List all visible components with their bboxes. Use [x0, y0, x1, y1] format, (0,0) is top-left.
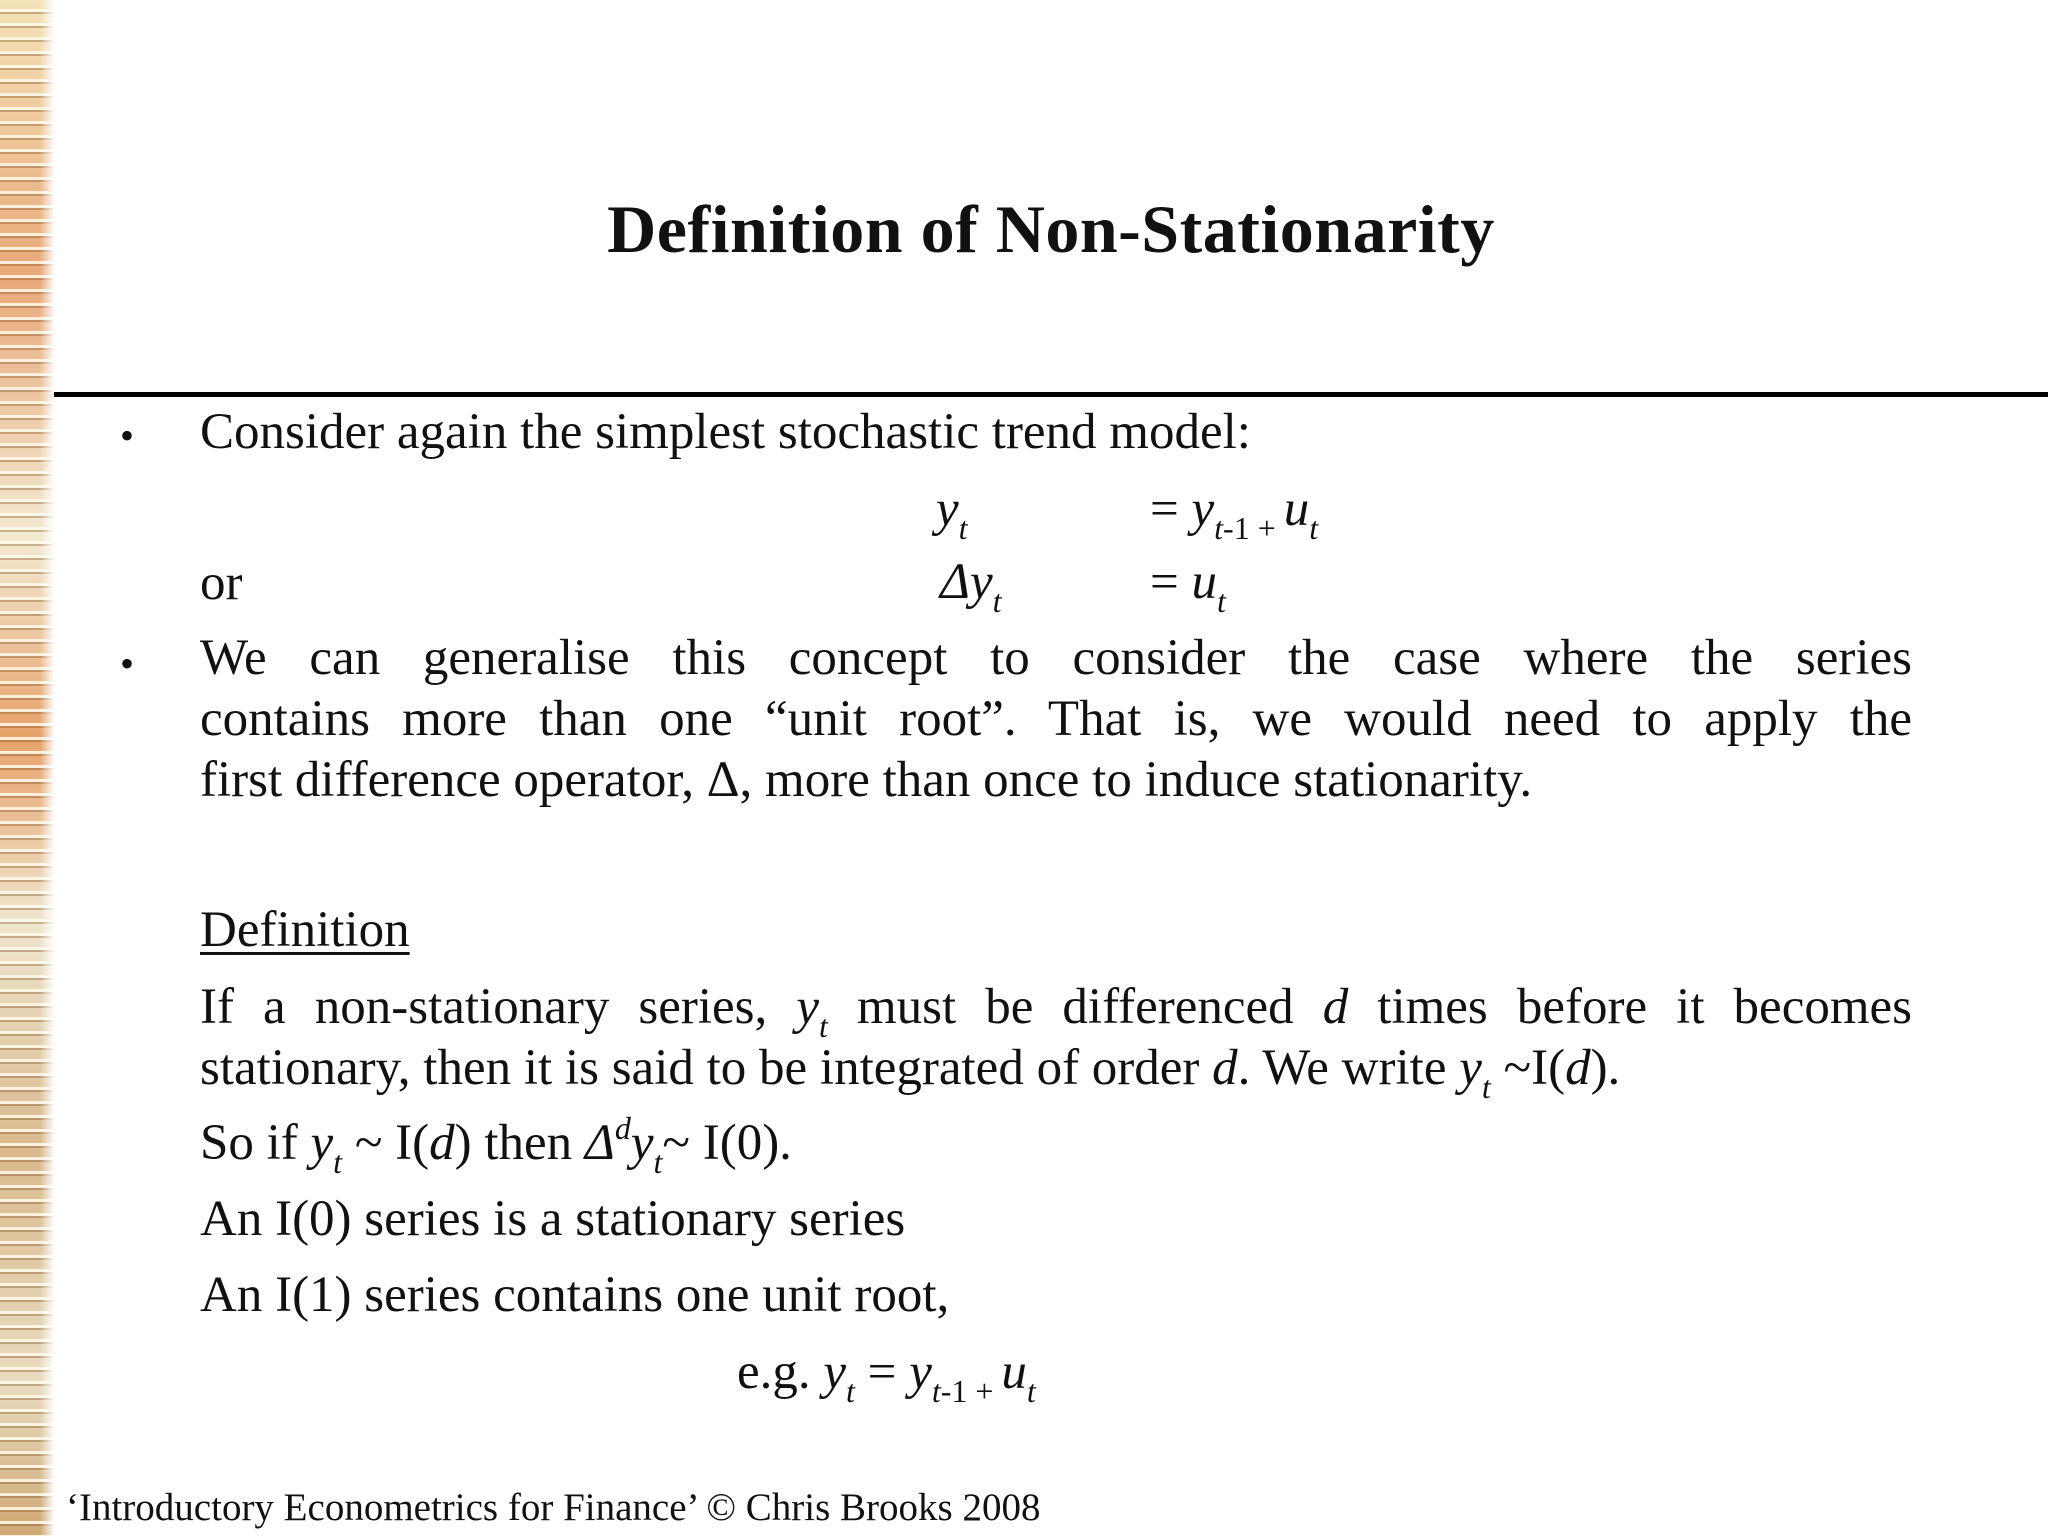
- or-label: or: [200, 555, 243, 611]
- definition-heading: Definition: [200, 902, 410, 958]
- slide-title: Definition of Non-Stationarity: [607, 191, 1495, 267]
- footer-copyright: ‘Introductory Econometrics for Finance’ © Chris Brooks 2008: [66, 1486, 1041, 1529]
- equation-1-rhs: = $y_{t-1 +}$ $u_t$: [1150, 481, 1319, 546]
- definition-line-3: So if $y_t$ ~ I(d) then $\Delta^dy_t\sim$ I(0).: [200, 1110, 792, 1180]
- example-equation: e.g. $y_t = y_{t-1 +}$ $u_t$: [737, 1344, 1036, 1409]
- bullet-2-line-2: contains more than one “unit root”. That is, we would need to apply the: [200, 691, 1912, 747]
- i1-statement: An I(1) series contains one unit root,: [200, 1267, 950, 1323]
- i0-statement: An I(0) series is a stationary series: [200, 1191, 906, 1247]
- decorative-side-strip: [0, 0, 54, 1536]
- equation-1-lhs: $y_t$: [936, 481, 968, 546]
- definition-line-2: stationary, then it is said to be integrated of order d. We write $y_t$ ~I(d).: [200, 1040, 1621, 1105]
- equation-2-lhs: $\Delta y_t$: [940, 554, 1002, 619]
- title-divider: [54, 392, 2048, 397]
- equation-2-rhs: = $u_t$: [1150, 554, 1226, 619]
- bullet-1-marker: •: [120, 413, 135, 458]
- definition-line-1: If a non-stationary series, $y_t$ must be differenced d times before it becomes: [200, 979, 1912, 1044]
- bullet-2-marker: •: [120, 641, 135, 686]
- bullet-2-line-1: We can generalise this concept to consider the case where the series: [200, 630, 1912, 686]
- bullet-1-text: Consider again the simplest stochastic trend model:: [200, 404, 1251, 460]
- bullet-2-line-3: first difference operator, Δ, more than once to induce stationarity.: [200, 752, 1533, 808]
